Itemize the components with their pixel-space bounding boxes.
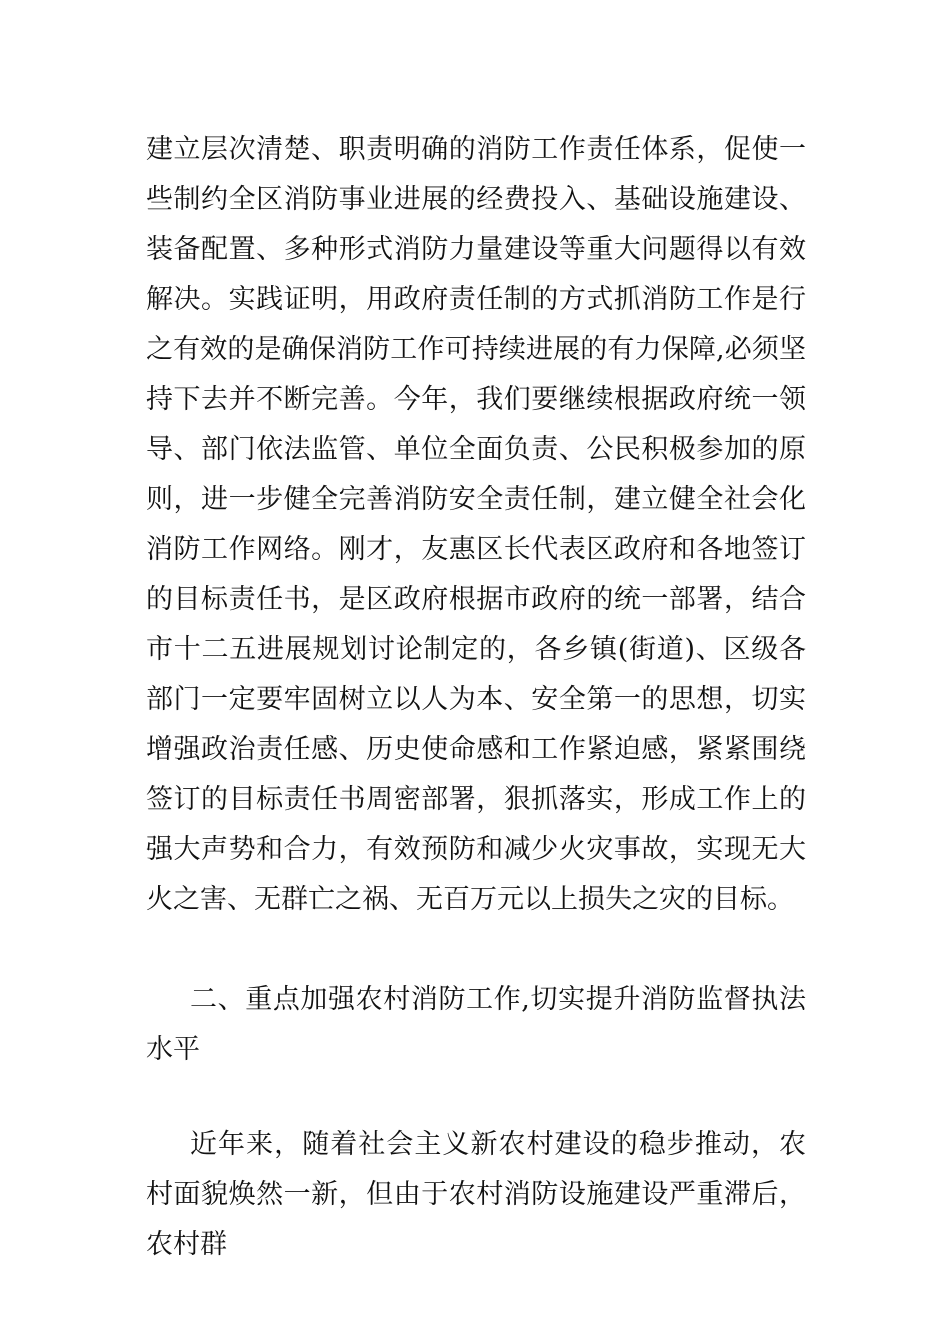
- section-heading: 二、重点加强农村消防工作,切实提升消防监督执法水平: [146, 984, 806, 1065]
- body-paragraph: 建立层次清楚、职责明确的消防工作责任体系，促使一些制约全区消防事业进展的经费投入、基础设施建设、装备配置、多种形式消防力量建设等重大问题得以有效解决。实践证明，用政府责任制的方式抓消防工作是行之有效的是确保消防工作可持续进展的有力保障,必须坚持下去并不断完善。今年，我们要继续根据政府统一领导、部门依法监管、单位全面负责、公民积极参加的原则，进一步健全完善消防安全责任制，建立健全社会化消防工作网络。刚才，友惠区长代表区政府和各地签订的目标责任书，是区政府根据市政府的统一部署，结合市十二五进展规划讨论制定的，各乡镇(街道)、区级各部门一定要牢固树立以人为本、安全第一的思想，切实增强政治责任感、历史使命感和工作紧迫感，紧紧围绕签订的目标责任书周密部署，狠抓落实，形成工作上的强大声势和合力，有效预防和减少火灾事故，实现无大火之害、无群亡之祸、无百万元以上损失之灾的目标。: [146, 134, 806, 915]
- body-paragraph: 近年来，随着社会主义新农村建设的稳步推动，农村面貌焕然一新，但由于农村消防设施建设严重滞后，农村群: [146, 1129, 806, 1260]
